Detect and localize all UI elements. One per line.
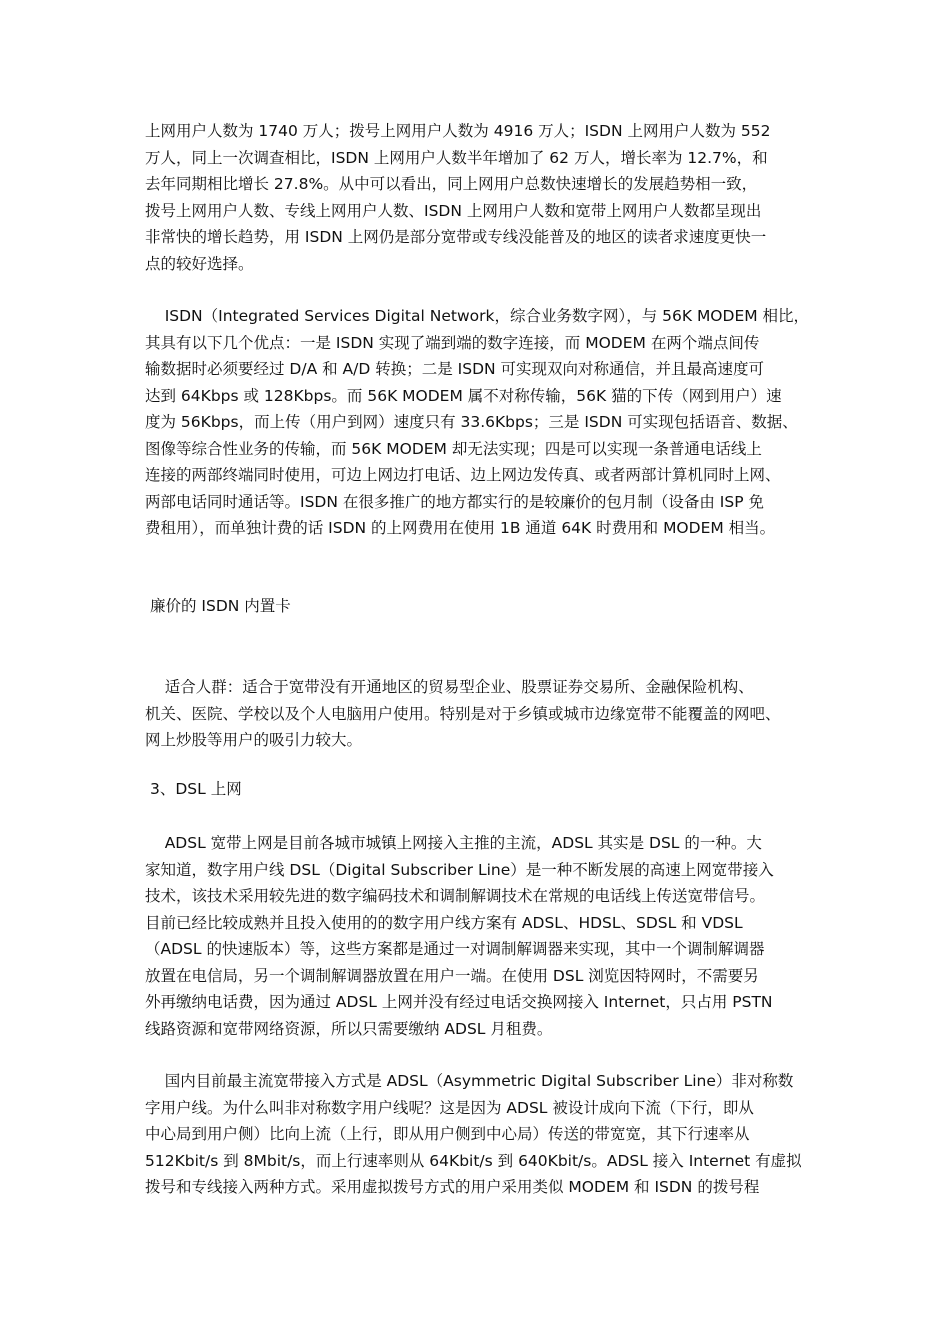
text-line: 费租用），而单独计费的话 ISDN 的上网费用在使用 1B 通道 64K 时费用和 MODEM 相当。 bbox=[145, 519, 776, 537]
text-line: 放置在电信局，另一个调制解调器放置在用户一端。在使用 DSL 浏览因特网时，不需要另 bbox=[145, 966, 759, 985]
paragraph-adsl-asymmetric bbox=[145, 1068, 815, 1201]
text-line: 512Kbit/s 到 8Mbit/s，而上行速率则从 64Kbit/s 到 640Kbit/s。ADSL 接入 Internet 有虚拟 bbox=[145, 1151, 802, 1170]
text-line: 拨号上网用户人数、专线上网用户人数、ISDN 上网用户人数和宽带上网用户人数都呈现出 bbox=[145, 201, 762, 220]
paragraph-adsl-overview bbox=[145, 830, 815, 1042]
section-heading-dsl: 3、DSL 上网 bbox=[150, 780, 242, 798]
text-line: （ADSL 的快速版本）等，这些方案都是通过一对调制解调器来实现，其中一个调制解调器 bbox=[145, 940, 765, 958]
paragraph-internet-users bbox=[145, 118, 815, 277]
text-line: 适合人群：适合于宽带没有开通地区的贸易型企业、股票证券交易所、金融保险机构、 bbox=[145, 678, 754, 696]
text-line: 技术，该技术采用较先进的数字编码技术和调制解调技术在常规的电话线上传送宽带信号。 bbox=[145, 887, 766, 905]
text-line: 点的较好选择。 bbox=[145, 254, 254, 273]
text-line: 两部电话同时通话等。ISDN 在很多推广的地方都实行的是较廉价的包月制（设备由 ISP 免 bbox=[145, 492, 764, 511]
text-line: 图像等综合性业务的传输，而 56K MODEM 却无法实现；四是可以实现一条普通电话线上 bbox=[145, 439, 762, 458]
text-line: 万人，同上一次调查相比，ISDN 上网用户人数半年增加了 62 万人，增长率为 12.7%，和 bbox=[145, 148, 768, 167]
text-line: 国内目前最主流宽带接入方式是 ADSL（Asymmetric Digital Subscriber Line）非对称数 bbox=[145, 1072, 794, 1090]
section-heading-isdn-card: 廉价的 ISDN 内置卡 bbox=[150, 597, 291, 615]
text-line: 输数据时必须要经过 D/A 和 A/D 转换；二是 ISDN 可实现双向对称通信，并且最高速度可 bbox=[145, 360, 765, 378]
text-line: 字用户线。为什么叫非对称数字用户线呢？这是因为 ADSL 被设计成向下流（下行，即从 bbox=[145, 1098, 754, 1117]
text-line: 其具有以下几个优点：一是 ISDN 实现了端到端的数字连接，而 MODEM 在两个端点间传 bbox=[145, 333, 760, 352]
text-line: 目前已经比较成熟并且投入使用的的数字用户线方案有 ADSL、HDSL、SDSL 和 VDSL bbox=[145, 913, 743, 932]
text-line: 家知道，数字用户线 DSL（Digital Subscriber Line）是一种不断发展的高速上网宽带接入 bbox=[145, 860, 774, 879]
text-line: 拨号和专线接入两种方式。采用虚拟拨号方式的用户采用类似 MODEM 和 ISDN 的拨号程 bbox=[145, 1178, 760, 1196]
text-line: 网上炒股等用户的吸引力较大。 bbox=[145, 731, 363, 749]
paragraph-isdn-advantages bbox=[145, 303, 815, 542]
paragraph-target-users bbox=[145, 674, 815, 754]
text-line: 非常快的增长趋势，用 ISDN 上网仍是部分宽带或专线没能普及的地区的读者求速度更快一 bbox=[145, 228, 767, 246]
text-line: 达到 64Kbps 或 128Kbps。而 56K MODEM 属不对称传输，56K 猫的下传（网到用户）速 bbox=[145, 386, 782, 405]
text-line: ISDN（Integrated Services Digital Network，综合业务数字网），与 56K MODEM 相比， bbox=[145, 307, 810, 325]
text-line: ADSL 宽带上网是目前各城市城镇上网接入主推的主流，ADSL 其实是 DSL 的一种。大 bbox=[145, 834, 762, 852]
text-line: 上网用户人数为 1740 万人；拨号上网用户人数为 4916 万人；ISDN 上网用户人数为 552 bbox=[145, 122, 771, 140]
text-line: 机关、医院、学校以及个人电脑用户使用。特别是对于乡镇或城市边缘宽带不能覆盖的网吧、 bbox=[145, 704, 781, 723]
text-line: 去年同期相比增长 27.8%。从中可以看出，同上网用户总数快速增长的发展趋势相一致， bbox=[145, 175, 758, 193]
text-line: 连接的两部终端同时使用，可边上网边打电话、边上网边发传真、或者两部计算机同时上网、 bbox=[145, 466, 781, 484]
text-line: 度为 56Kbps，而上传（用户到网）速度只有 33.6Kbps；三是 ISDN 可实现包括语音、数据、 bbox=[145, 413, 798, 431]
text-line: 中心局到用户侧）比向上流（上行，即从用户侧到中心局）传送的带宽宽，其下行速率从 bbox=[145, 1125, 750, 1143]
text-line: 线路资源和宽带网络资源，所以只需要缴纳 ADSL 月租费。 bbox=[145, 1019, 553, 1038]
text-line: 外再缴纳电话费，因为通过 ADSL 上网并没有经过电话交换网接入 Internet，只占用 PSTN bbox=[145, 993, 773, 1011]
